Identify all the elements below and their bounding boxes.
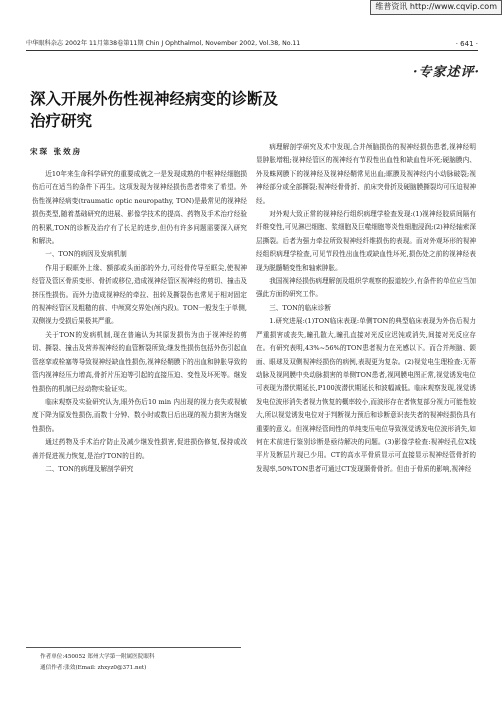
section-heading: 三、TON的临床诊断: [269, 303, 331, 312]
corresponding-author: 通信作者:张效(Email: zhxyz0@371.net): [40, 665, 147, 671]
paragraph: 通过药物及手术治疗防止及减少继发性损害,促进损伤修复,保持或改善并促进视力恢复,是治疗TON的目的。: [32, 438, 247, 460]
paragraph: 对外观大致正常的视神经行组织病理学检查发现:(1)视神经胶质间隔有纤维变性,可见淋巴细胞、浆细胞及巨噬细胞等炎性细胞浸润;(2)神经轴索深层撕裂。后者为强力牵拉所致视神经纤维损伤的表现。而对外观环形的视神经组织病理学检查,可见节段性出血性或缺血性坏死,损伤处之前的视神经表现为脱髓鞘变性和轴索肿胀。: [256, 210, 476, 272]
paragraph: 作用于眼眶外上缘、额部或头面部的外力,可经骨传导至眶尖,使视神经管及管区骨质变形、骨折或移位,造成视神经管区视神经的剪切、撞击及挤压性损伤。而外力造成视神经的牵拉、扭转及撕裂伤也常见于相对固定的视神经管区及粗糙的前、中颅窝交界处(颅内段)。TON一般发生于单侧,双侧视力受损后果极其严重。: [32, 263, 247, 326]
watermark-banner: 维普资讯 http://www.cqvip.com: [370, 0, 502, 15]
author-affiliation: 作者单位:450052 郑州大学第一附属医院眼科: [40, 654, 155, 660]
page-number: · 641 ·: [455, 40, 478, 48]
paragraph: 临床观察及实验研究认为,眼外伤后10 min 内出现的视力丧失或视敏度下降为原发性损伤,而数十分钟、数小时或数日后出现的视力损害为继发性损伤。: [32, 397, 247, 433]
article-title: 深入开展外伤性视神经病变的诊断及治疗研究: [30, 90, 279, 130]
section-heading: 一、TON的病因及发病机制: [45, 250, 127, 259]
paragraph: 病理解剖学研究及术中发现,合并颅脑损伤的视神经损伤患者,视神经明显肿胀增粗;视神经管区的视神经有节段性出血性和缺血性坏死;硬脑膜内、外及蛛网膜下的视神经及视神经鞘常见出血;眶膜及视神经内小动脉破裂;视神经部分或全部撕裂;视神经骨骨折、前床突骨折及硬脑膜撕裂均可压迫视神经。: [256, 143, 476, 205]
left-column: [32, 168, 247, 476]
section-tag: ·专家述评·: [412, 65, 480, 80]
paragraph: 1.研究进展:(1)TON临床表现:单侧TON的典型临床表现为外伤后视力严重损害或丧失,瞳孔散大,瞳孔直接对光反应迟钝或消失,间接对光反应存在。有研究表明,43%~56%的TON患者视力在光感以下。而合并颅脑、颌面、眼球及双侧视神经损伤的病例,表现更为复杂。(2)视觉电生理检查:无蒂动脉及视网膜中央动脉损害的单侧TON患者,视网膜电图正常,视觉诱发电位可表现为潜伏期延长,P100波潜伏期延长和波幅减低。临床观察发现,视觉诱发电位波形消失者视力恢复的概率较小,而波形存在者恢复部分视力可能性较大,所以视觉诱发电位对于判断视力预后和诊断意识丧失者的视神经损伤具有重要的意义。但视神经管间性的单纯变压电位导致视觉诱发电位波形消失,如何在术前进行鉴别诊断是亟待解决的问题。(3)影像学检查:视神经孔位X线平片及断层片现已少用。CT的高水平骨质显示可直接显示视神经管骨折的发现率,50%TON患者可通过CT发现颞骨骨折。但由于骨质的影响,视神经: [256, 317, 476, 473]
paragraph: 近10年来生命科学研究的重要成就之一是发现成熟的中枢神经细胞损伤后可在适当的条件下再生。这项发现为视神经损伤患者带来了希望。外伤性视神经病变(traumatic optic neuropathy, TON)是最常见的视神经损伤类型,随着基础研究的进展、影像学技术的提高、药物及手术治疗经验的积累,TON的诊断及治疗有了长足的进步,但仍有许多问题需要深入研究和解决。: [32, 170, 247, 246]
journal-citation: 中华眼科杂志 2002年 11月第38卷第11期 Chin J Ophthalmol, November 2002, Vol.38, No.11: [26, 40, 301, 47]
right-column: [256, 141, 476, 476]
footnote: [26, 647, 241, 674]
header-rule: [26, 50, 478, 51]
paragraph: 关于TON的发病机制,现在普遍认为其原发损伤为由于视神经的剪切、撕裂、撞击及营养视神经的血管断裂所致;继发性损伤包括外伤引起血管痉挛或栓塞等导致视神经缺血性损伤,视神经鞘膜下的出血和肿胀导致的管内视神经压力增高,骨折片压迫等引起的直接压迫、变性及坏死等。继发性损伤的机制已经动物实验证实。: [32, 330, 247, 393]
running-header: [26, 38, 478, 50]
article-authors: 宋琛 张效房: [30, 147, 83, 156]
paragraph: 我国视神经损伤病理解剖及组织学观察的报道较少,有条件的单位应当加强此方面的研究工作。: [256, 277, 476, 299]
section-heading: 二、TON的病理及解剖学研究: [45, 464, 134, 473]
